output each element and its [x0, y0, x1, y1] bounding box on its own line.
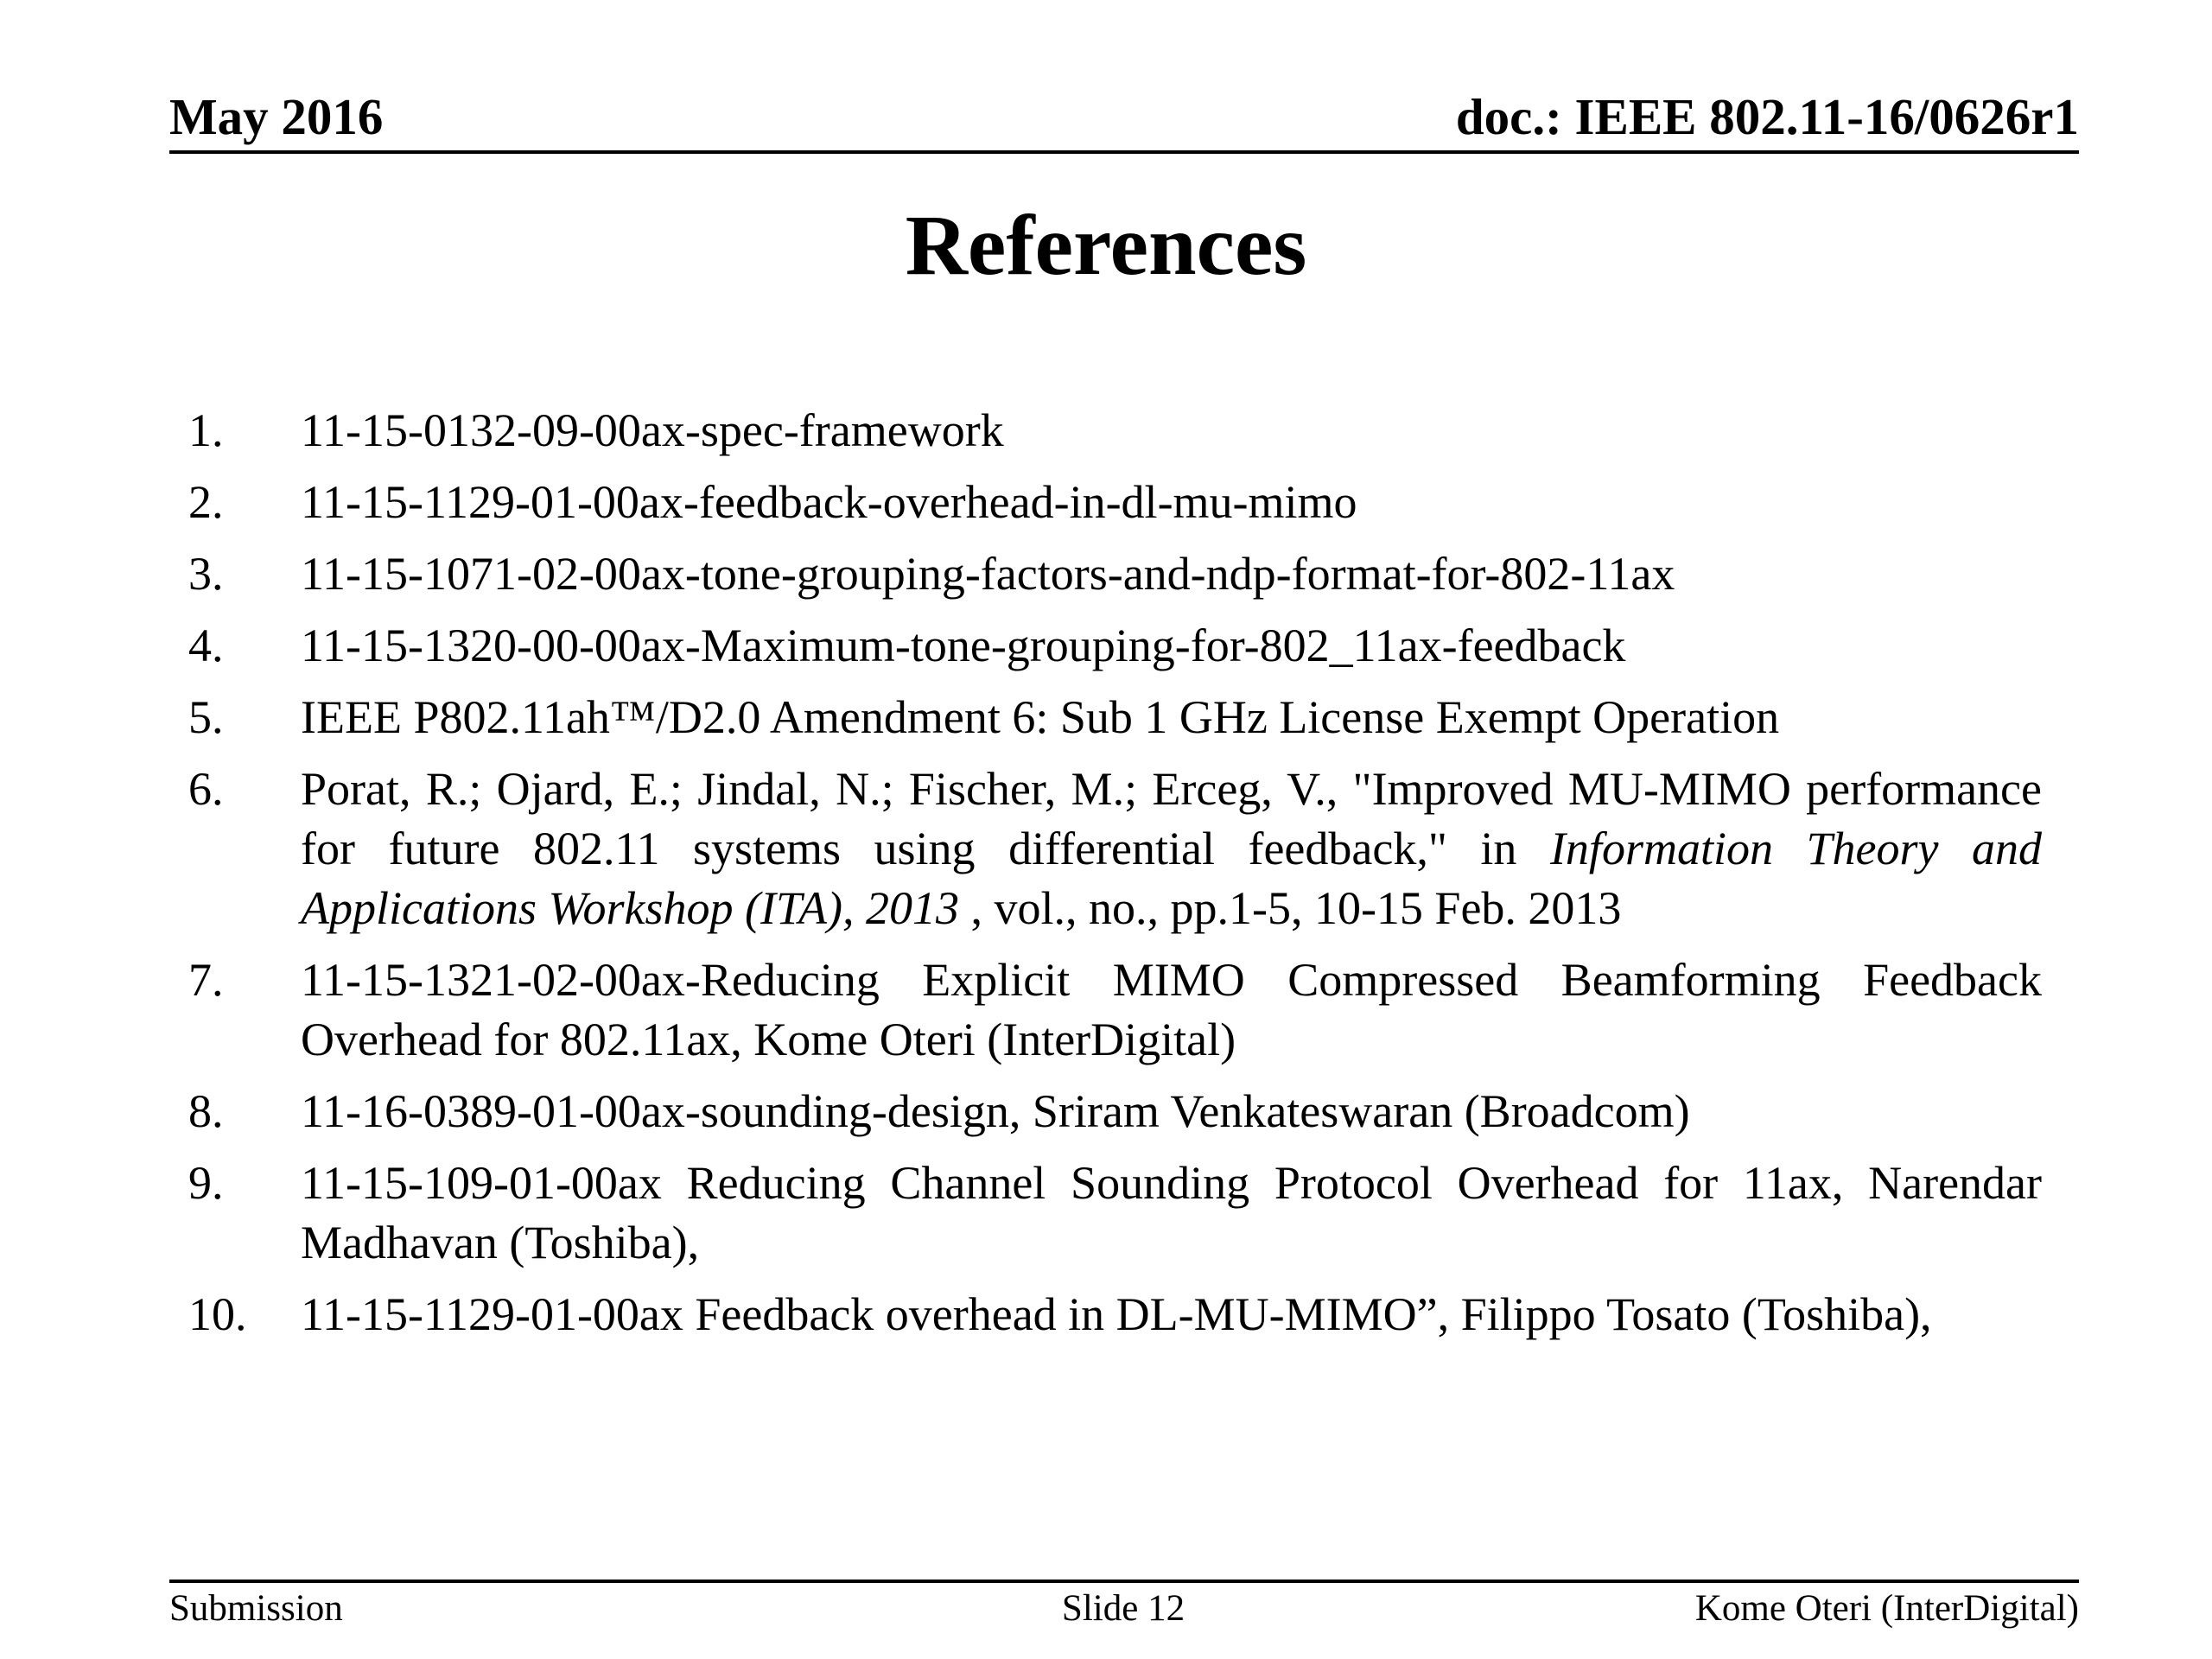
reference-text: IEEE P802.11ah™/D2.0 Amendment 6: Sub 1 GHz License Exempt Operation [301, 691, 1780, 743]
reference-number: 5. [188, 691, 224, 743]
slide-header [169, 83, 2079, 154]
reference-item-6 [188, 760, 2042, 938]
footer-author: Kome Oteri (InterDigital) [1694, 1588, 2079, 1629]
reference-item-8 [188, 1082, 2042, 1141]
reference-number: 1. [188, 404, 224, 456]
reference-item-7 [188, 950, 2042, 1070]
reference-text: 11-15-109-01-00ax Reducing Channel Sounding Protocol Overhead for 11ax, Narendar Madhavan (Toshiba), [301, 1157, 2042, 1268]
reference-item-1 [188, 401, 2042, 461]
reference-number: 2. [188, 476, 224, 528]
footer-submission: Submission [169, 1588, 343, 1629]
reference-item-2 [188, 473, 2042, 532]
reference-text: Porat, R.; Ojard, E.; Jindal, N.; Fischer, M.; Erceg, V., "Improved MU-MIMO performance for future 802.11 systems using differential feedback," in [301, 763, 2042, 874]
footer-rule [169, 1580, 2079, 1583]
reference-item-9 [188, 1154, 2042, 1273]
slide-title: References [905, 197, 1307, 293]
reference-number: 4. [188, 620, 224, 671]
reference-item-3 [188, 544, 2042, 604]
reference-text: 11-15-1320-00-00ax-Maximum-tone-grouping-for-802_11ax-feedback [301, 620, 1626, 671]
reference-number: 9. [188, 1157, 224, 1209]
reference-number: 3. [188, 548, 224, 600]
header-date: May 2016 [169, 88, 384, 145]
reference-item-4 [188, 616, 2042, 676]
reference-text: 11-16-0389-01-00ax-sounding-design, Sriram Venkateswaran (Broadcom) [301, 1085, 1690, 1137]
reference-text: 11-15-1321-02-00ax-Reducing Explicit MIMO Compressed Beamforming Feedback Overhead for 802.11ax, Kome Oteri (InterDigital) [301, 954, 2042, 1065]
reference-text: 11-15-1129-01-00ax Feedback overhead in DL-MU-MIMO”, Filippo Tosato (Toshiba), [301, 1288, 1932, 1340]
reference-item-10 [188, 1285, 2042, 1344]
reference-text: 11-15-0132-09-00ax-spec-framework [301, 404, 1004, 456]
reference-number: 7. [188, 954, 224, 1006]
reference-tail: , vol., no., pp.1-5, 10-15 Feb. 2013 [958, 882, 1622, 934]
reference-text: 11-15-1129-01-00ax-feedback-overhead-in-dl-mu-mimo [301, 476, 1357, 528]
reference-list [188, 401, 2042, 1357]
footer-slide-number: Slide 12 [1061, 1588, 1185, 1629]
reference-number: 8. [188, 1085, 224, 1137]
reference-number: 6. [188, 763, 224, 815]
header-doc-id: doc.: IEEE 802.11-16/0626r1 [1455, 88, 2079, 145]
reference-number: 10. [188, 1288, 247, 1340]
reference-text: 11-15-1071-02-00ax-tone-grouping-factors-and-ndp-format-for-802-11ax [301, 548, 1675, 600]
reference-item-5 [188, 688, 2042, 747]
reference-venue: Information Theory and Applications Workshop (ITA), 2013 [301, 823, 2042, 934]
